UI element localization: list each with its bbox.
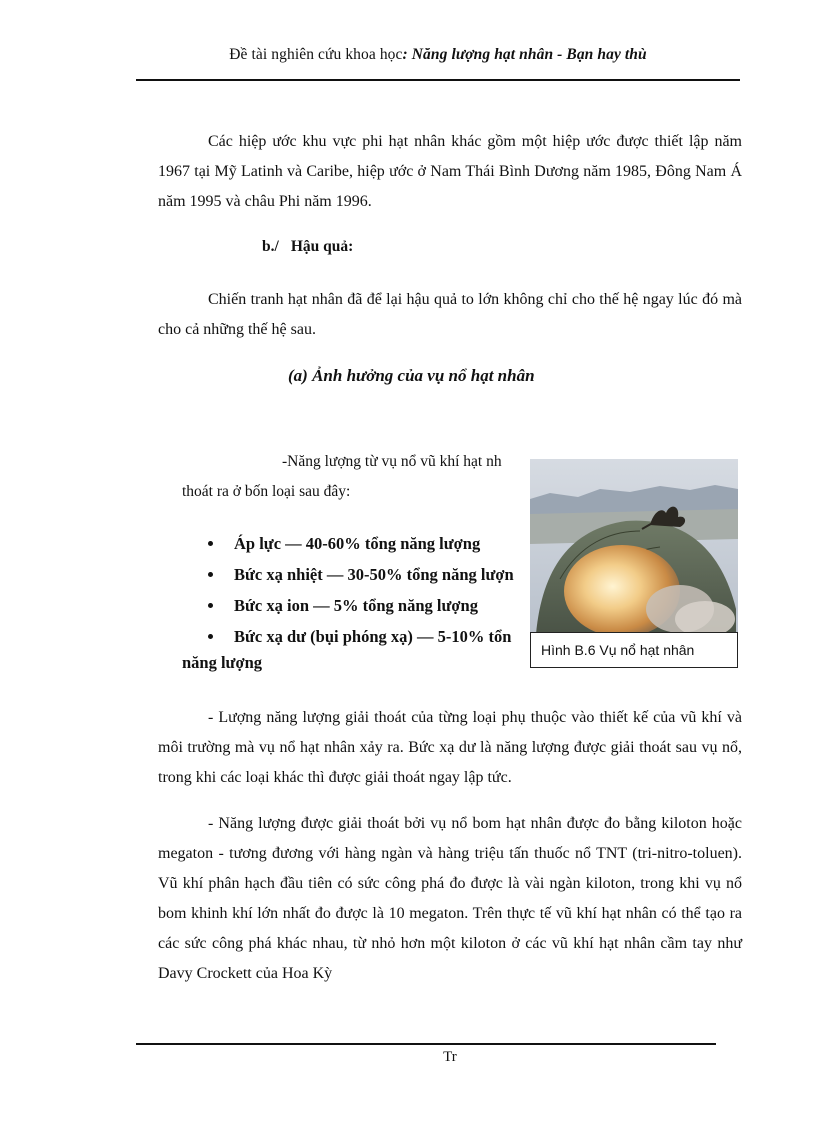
header-prefix: Đề tài nghiên cứu khoa học [229, 46, 403, 63]
header-divider [136, 79, 740, 81]
explosion-illustration [530, 459, 738, 634]
page-header [136, 46, 740, 64]
explosion-photo [530, 459, 738, 634]
intro-line-1: -Năng lượng từ vụ nổ vũ khí hạt nh [282, 453, 502, 470]
bullet-icon [208, 572, 213, 577]
bullet-icon [208, 603, 213, 608]
subheading-consequences [262, 238, 353, 256]
paragraph-treaties: Các hiệp ước khu vực phi hạt nhân khác gồm một hiệp ước được thiết lập năm 1967 tại Mỹ Latinh và Caribe, hiệp ước ở Nam Thái Bình Dương năm 1985, Đông Nam Á năm 1995 và châu Phi năm 1996. [158, 133, 742, 210]
section-title: (a) Ảnh hưởng của vụ nổ hạt nhân [288, 366, 535, 385]
subheading-label: Hậu quả: [290, 238, 354, 255]
paragraph-measure: - Năng lượng được giải thoát bởi vụ nổ bom hạt nhân được đo bằng kiloton hoặc megaton - tương đương với hàng ngàn và hàng triệu tấn thuốc nổ TNT (tri-nitro-toluen). Vũ khí phân hạch đầu tiên có sức công phá đo được là vài ngàn kiloton, trong khi vụ nổ bom khinh khí lớn nhất đo được là 10 megaton. Trên thực tế vũ khí hạt nhân có thể tạo ra các sức công phá khác nhau, từ nhỏ hơn một kiloton ở các vũ khí hạt nhân cầm tay như Davy Crockett của Hoa Kỳ [158, 815, 742, 982]
list-item: Áp lực — 40-60% tổng năng lượng [206, 528, 514, 559]
header-topic: : Năng lượng hạt nhân - Bạn hay thù [402, 46, 647, 63]
paragraph-consequences: Chiến tranh hạt nhân đã để lại hậu quả to lớn không chỉ cho thế hệ ngay lúc đó mà cho cả những thế hệ sau. [158, 291, 742, 338]
bullet-icon [208, 541, 213, 546]
subheading-number: b./ [262, 238, 279, 255]
list-item: Bức xạ nhiệt — 30-50% tổng năng lượn [206, 559, 514, 590]
energy-types-list [206, 528, 514, 652]
bullet-icon [208, 634, 213, 639]
page-footer: Tr [443, 1049, 457, 1065]
list-item: Bức xạ ion — 5% tổng năng lượng [206, 590, 514, 621]
figure-caption: Hình B.6 Vụ nổ hạt nhân [530, 632, 738, 668]
list-item: Bức xạ dư (bụi phóng xạ) — 5-10% tổn [206, 621, 514, 652]
paragraph-energy-release: - Lượng năng lượng giải thoát của từng loại phụ thuộc vào thiết kế của vũ khí và môi trường mà vụ nổ hạt nhân xảy ra. Bức xạ dư là năng lượng được giải thoát sau vụ nổ, trong khi các loại khác thì được giải thoát ngay lập tức. [158, 709, 742, 786]
list-tail-text: năng lượng [182, 653, 263, 672]
intro-line-2: thoát ra ở bốn loại sau đây: [182, 483, 351, 500]
footer-divider [136, 1043, 716, 1045]
